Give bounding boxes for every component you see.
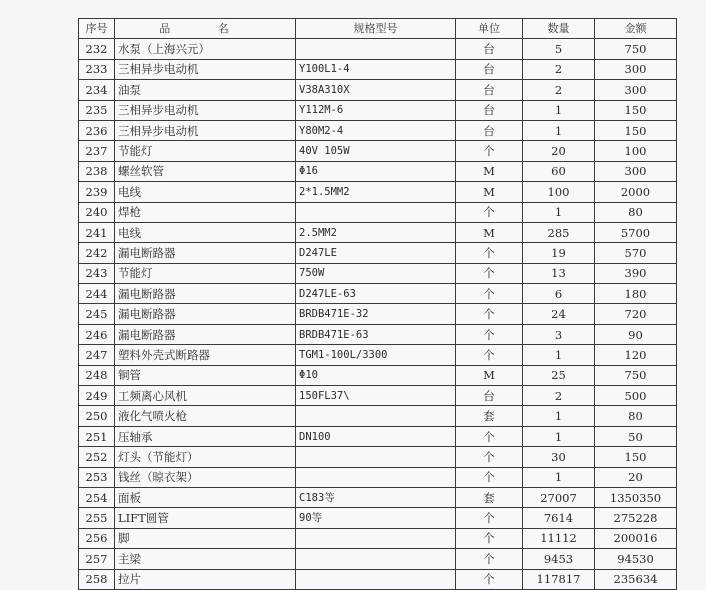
cell-spec (296, 528, 456, 548)
cell-qty: 100 (523, 182, 595, 202)
table-row (79, 345, 677, 365)
cell-qty: 1 (523, 406, 595, 426)
cell-amount: 390 (595, 263, 677, 283)
table-row (79, 243, 677, 263)
cell-amount: 180 (595, 284, 677, 304)
cell-unit: 个 (456, 284, 523, 304)
cell-spec: DN100 (296, 426, 456, 446)
cell-spec (296, 569, 456, 589)
cell-qty: 27007 (523, 487, 595, 507)
cell-amount: 90 (595, 324, 677, 344)
cell-seq: 254 (79, 487, 115, 507)
table-row (79, 304, 677, 324)
cell-seq: 232 (79, 39, 115, 59)
cell-name: 工频离心风机 (115, 386, 296, 406)
cell-qty: 1 (523, 426, 595, 446)
cell-amount: 80 (595, 406, 677, 426)
cell-unit: 台 (456, 39, 523, 59)
cell-seq: 257 (79, 549, 115, 569)
cell-unit: 台 (456, 120, 523, 140)
table-row (79, 549, 677, 569)
cell-unit: 套 (456, 406, 523, 426)
table-row (79, 487, 677, 507)
cell-amount: 80 (595, 202, 677, 222)
cell-name: 三相异步电动机 (115, 100, 296, 120)
table-row (79, 263, 677, 283)
cell-amount: 150 (595, 120, 677, 140)
cell-spec: D247LE-63 (296, 284, 456, 304)
cell-unit: 台 (456, 59, 523, 79)
cell-spec: C183等 (296, 487, 456, 507)
cell-name: 压轴承 (115, 426, 296, 446)
cell-unit: 个 (456, 202, 523, 222)
cell-qty: 1 (523, 120, 595, 140)
cell-amount: 570 (595, 243, 677, 263)
cell-qty: 24 (523, 304, 595, 324)
table-row (79, 528, 677, 548)
cell-name: 电线 (115, 222, 296, 242)
cell-seq: 242 (79, 243, 115, 263)
table-row (79, 161, 677, 181)
cell-qty: 5 (523, 39, 595, 59)
cell-name: 灯头（节能灯） (115, 447, 296, 467)
cell-amount: 235634 (595, 569, 677, 589)
cell-unit: M (456, 161, 523, 181)
header-seq: 序号 (79, 19, 115, 39)
cell-unit: 台 (456, 100, 523, 120)
cell-name: 漏电断路器 (115, 243, 296, 263)
cell-qty: 9453 (523, 549, 595, 569)
cell-qty: 3 (523, 324, 595, 344)
cell-seq: 253 (79, 467, 115, 487)
cell-name: 油泵 (115, 80, 296, 100)
cell-name: 漏电断路器 (115, 324, 296, 344)
table-row (79, 80, 677, 100)
cell-spec: D247LE (296, 243, 456, 263)
cell-name: 螺丝软管 (115, 161, 296, 181)
cell-seq: 243 (79, 263, 115, 283)
cell-qty: 6 (523, 284, 595, 304)
cell-name: 拉片 (115, 569, 296, 589)
cell-unit: 套 (456, 487, 523, 507)
cell-name: 面板 (115, 487, 296, 507)
table-row (79, 141, 677, 161)
cell-amount: 750 (595, 39, 677, 59)
cell-seq: 256 (79, 528, 115, 548)
cell-name: 电线 (115, 182, 296, 202)
cell-amount: 750 (595, 365, 677, 385)
cell-seq: 247 (79, 345, 115, 365)
cell-name: 三相异步电动机 (115, 120, 296, 140)
cell-spec: 750W (296, 263, 456, 283)
cell-amount: 200016 (595, 528, 677, 548)
cell-name: 漏电断路器 (115, 304, 296, 324)
cell-qty: 19 (523, 243, 595, 263)
cell-amount: 94530 (595, 549, 677, 569)
cell-unit: 个 (456, 304, 523, 324)
cell-amount: 20 (595, 467, 677, 487)
cell-seq: 235 (79, 100, 115, 120)
cell-seq: 246 (79, 324, 115, 344)
table-row (79, 222, 677, 242)
cell-unit: 个 (456, 569, 523, 589)
cell-name: 水泵（上海兴元） (115, 39, 296, 59)
cell-seq: 244 (79, 284, 115, 304)
cell-spec (296, 39, 456, 59)
cell-unit: 个 (456, 528, 523, 548)
cell-seq: 234 (79, 80, 115, 100)
table-row (79, 100, 677, 120)
cell-amount: 300 (595, 80, 677, 100)
cell-seq: 237 (79, 141, 115, 161)
table-row (79, 569, 677, 589)
cell-spec: Φ10 (296, 365, 456, 385)
cell-unit: 个 (456, 549, 523, 569)
table-row (79, 447, 677, 467)
cell-unit: 个 (456, 467, 523, 487)
cell-qty: 2 (523, 386, 595, 406)
cell-qty: 2 (523, 80, 595, 100)
cell-spec: Y80M2-4 (296, 120, 456, 140)
cell-seq: 252 (79, 447, 115, 467)
cell-qty: 13 (523, 263, 595, 283)
cell-name: 节能灯 (115, 141, 296, 161)
table-row (79, 426, 677, 446)
cell-unit: 个 (456, 345, 523, 365)
cell-unit: 个 (456, 324, 523, 344)
cell-spec: 90等 (296, 508, 456, 528)
table-row (79, 365, 677, 385)
table-row (79, 386, 677, 406)
table-row (79, 59, 677, 79)
table-row (79, 120, 677, 140)
cell-unit: M (456, 365, 523, 385)
cell-seq: 239 (79, 182, 115, 202)
cell-seq: 240 (79, 202, 115, 222)
cell-name: 主梁 (115, 549, 296, 569)
cell-seq: 236 (79, 120, 115, 140)
cell-spec: 150FL37\ (296, 386, 456, 406)
cell-amount: 500 (595, 386, 677, 406)
cell-amount: 50 (595, 426, 677, 446)
cell-qty: 117817 (523, 569, 595, 589)
cell-amount: 300 (595, 59, 677, 79)
cell-spec (296, 202, 456, 222)
header-amount: 金额 (595, 19, 677, 39)
cell-spec: 40V 105W (296, 141, 456, 161)
cell-seq: 250 (79, 406, 115, 426)
table-row (79, 324, 677, 344)
cell-amount: 275228 (595, 508, 677, 528)
cell-name: 塑料外壳式断路器 (115, 345, 296, 365)
cell-amount: 150 (595, 447, 677, 467)
cell-spec (296, 549, 456, 569)
table-row (79, 284, 677, 304)
cell-unit: 个 (456, 141, 523, 161)
cell-unit: M (456, 222, 523, 242)
table-row (79, 39, 677, 59)
cell-spec: 2.5MM2 (296, 222, 456, 242)
cell-unit: 个 (456, 426, 523, 446)
cell-unit: M (456, 182, 523, 202)
table-row (79, 202, 677, 222)
cell-spec (296, 447, 456, 467)
header-name: 品 名 (115, 19, 296, 39)
table-row (79, 406, 677, 426)
cell-spec: TGM1-100L/3300 (296, 345, 456, 365)
cell-spec (296, 406, 456, 426)
cell-seq: 255 (79, 508, 115, 528)
table-row (79, 467, 677, 487)
cell-unit: 个 (456, 508, 523, 528)
cell-seq: 241 (79, 222, 115, 242)
cell-seq: 233 (79, 59, 115, 79)
cell-spec (296, 467, 456, 487)
cell-spec: 2*1.5MM2 (296, 182, 456, 202)
cell-seq: 251 (79, 426, 115, 446)
cell-qty: 20 (523, 141, 595, 161)
cell-spec: V38A310X (296, 80, 456, 100)
cell-amount: 150 (595, 100, 677, 120)
cell-qty: 1 (523, 345, 595, 365)
cell-amount: 100 (595, 141, 677, 161)
cell-qty: 1 (523, 202, 595, 222)
cell-spec: Y100L1-4 (296, 59, 456, 79)
cell-unit: 个 (456, 263, 523, 283)
cell-name: 铜管 (115, 365, 296, 385)
header-row (79, 19, 677, 39)
cell-seq: 258 (79, 569, 115, 589)
cell-spec: Φ16 (296, 161, 456, 181)
cell-seq: 249 (79, 386, 115, 406)
cell-qty: 285 (523, 222, 595, 242)
cell-name: 节能灯 (115, 263, 296, 283)
cell-unit: 台 (456, 386, 523, 406)
cell-name: 钱丝（晾衣架） (115, 467, 296, 487)
cell-amount: 5700 (595, 222, 677, 242)
cell-unit: 个 (456, 447, 523, 467)
cell-spec: Y112M-6 (296, 100, 456, 120)
header-qty: 数量 (523, 19, 595, 39)
cell-name: LIFT圆管 (115, 508, 296, 528)
cell-qty: 25 (523, 365, 595, 385)
cell-qty: 7614 (523, 508, 595, 528)
cell-unit: 个 (456, 243, 523, 263)
cell-seq: 248 (79, 365, 115, 385)
cell-name: 焊枪 (115, 202, 296, 222)
cell-amount: 2000 (595, 182, 677, 202)
cell-qty: 1 (523, 467, 595, 487)
inventory-table (78, 18, 677, 590)
header-unit: 单位 (456, 19, 523, 39)
cell-seq: 238 (79, 161, 115, 181)
cell-name: 脚 (115, 528, 296, 548)
table-row (79, 182, 677, 202)
header-spec: 规格型号 (296, 19, 456, 39)
cell-spec: BRDB471E-32 (296, 304, 456, 324)
cell-qty: 2 (523, 59, 595, 79)
cell-amount: 720 (595, 304, 677, 324)
cell-qty: 30 (523, 447, 595, 467)
cell-qty: 60 (523, 161, 595, 181)
cell-name: 三相异步电动机 (115, 59, 296, 79)
cell-name: 液化气喷火枪 (115, 406, 296, 426)
cell-name: 漏电断路器 (115, 284, 296, 304)
table-row (79, 508, 677, 528)
cell-amount: 120 (595, 345, 677, 365)
cell-qty: 11112 (523, 528, 595, 548)
cell-amount: 1350350 (595, 487, 677, 507)
cell-qty: 1 (523, 100, 595, 120)
cell-amount: 300 (595, 161, 677, 181)
cell-unit: 台 (456, 80, 523, 100)
cell-spec: BRDB471E-63 (296, 324, 456, 344)
cell-seq: 245 (79, 304, 115, 324)
